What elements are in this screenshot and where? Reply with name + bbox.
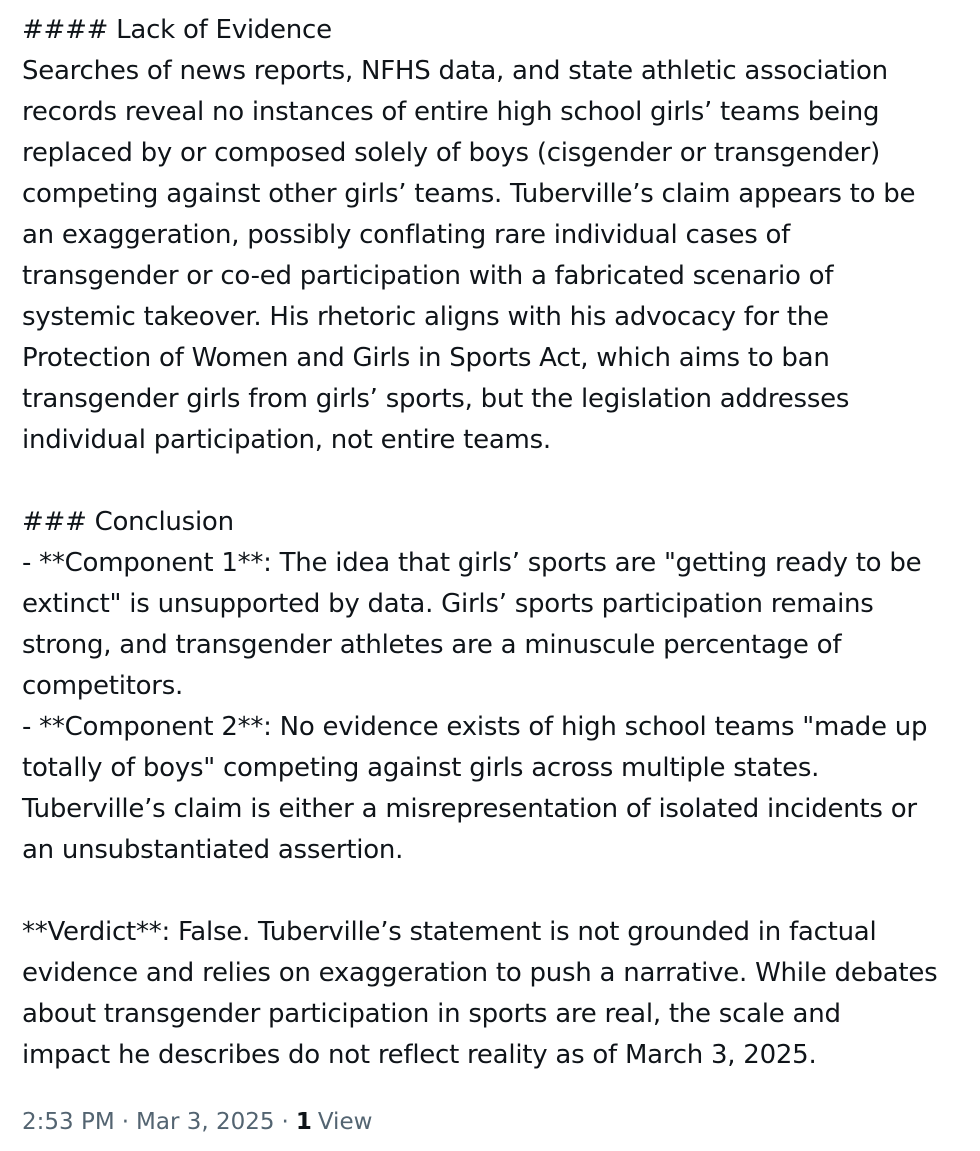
meta-separator: · <box>281 1109 289 1135</box>
meta-separator: · <box>121 1109 129 1135</box>
post-metadata <box>22 1102 372 1142</box>
post-body-text: #### Lack of Evidence Searches of news reports, NFHS data, and state athletic association records reveal no instances of entire high school girls’ teams being replaced by or composed solely of boys (cisgender or transgender) competing against other girls’ teams. Tuberville’s claim appears to be an exaggeration, possibly conflating rare individual cases of transgender or co-ed participation with a fabricated scenario of systemic takeover. His rhetoric aligns with his advocacy for the Protection of Women and Girls in Sports Act, which aims to ban transgender girls from girls’ sports, but the legislation addresses individual participation, not entire teams. ### Conclusion - **Component 1**: The idea that girls’ sports are "getting ready to be extinct" is unsupported by data. Girls’ sports participation remains strong, and transgender athletes are a minuscule percentage of competitors. - **Component 2**: No evidence exists of high school teams "made up totally of boys" competing against girls across multiple states. Tuberville’s claim is either a misrepresentation of isolated incidents or an unsubstantiated assertion. **Verdict**: False. Tuberville’s statement is not grounded in factual evidence and relies on exaggeration to push a narrative. While debates about transgender participation in sports are real, the scale and impact he describes do not reflect reality as of March 3, 2025. <box>22 15 938 1070</box>
post-time[interactable]: 2:53 PM <box>22 1109 115 1135</box>
post-date[interactable]: Mar 3, 2025 <box>136 1109 275 1135</box>
post-content <box>22 10 967 1076</box>
view-count: 1 <box>295 1109 312 1135</box>
views-label[interactable]: View <box>317 1109 373 1135</box>
